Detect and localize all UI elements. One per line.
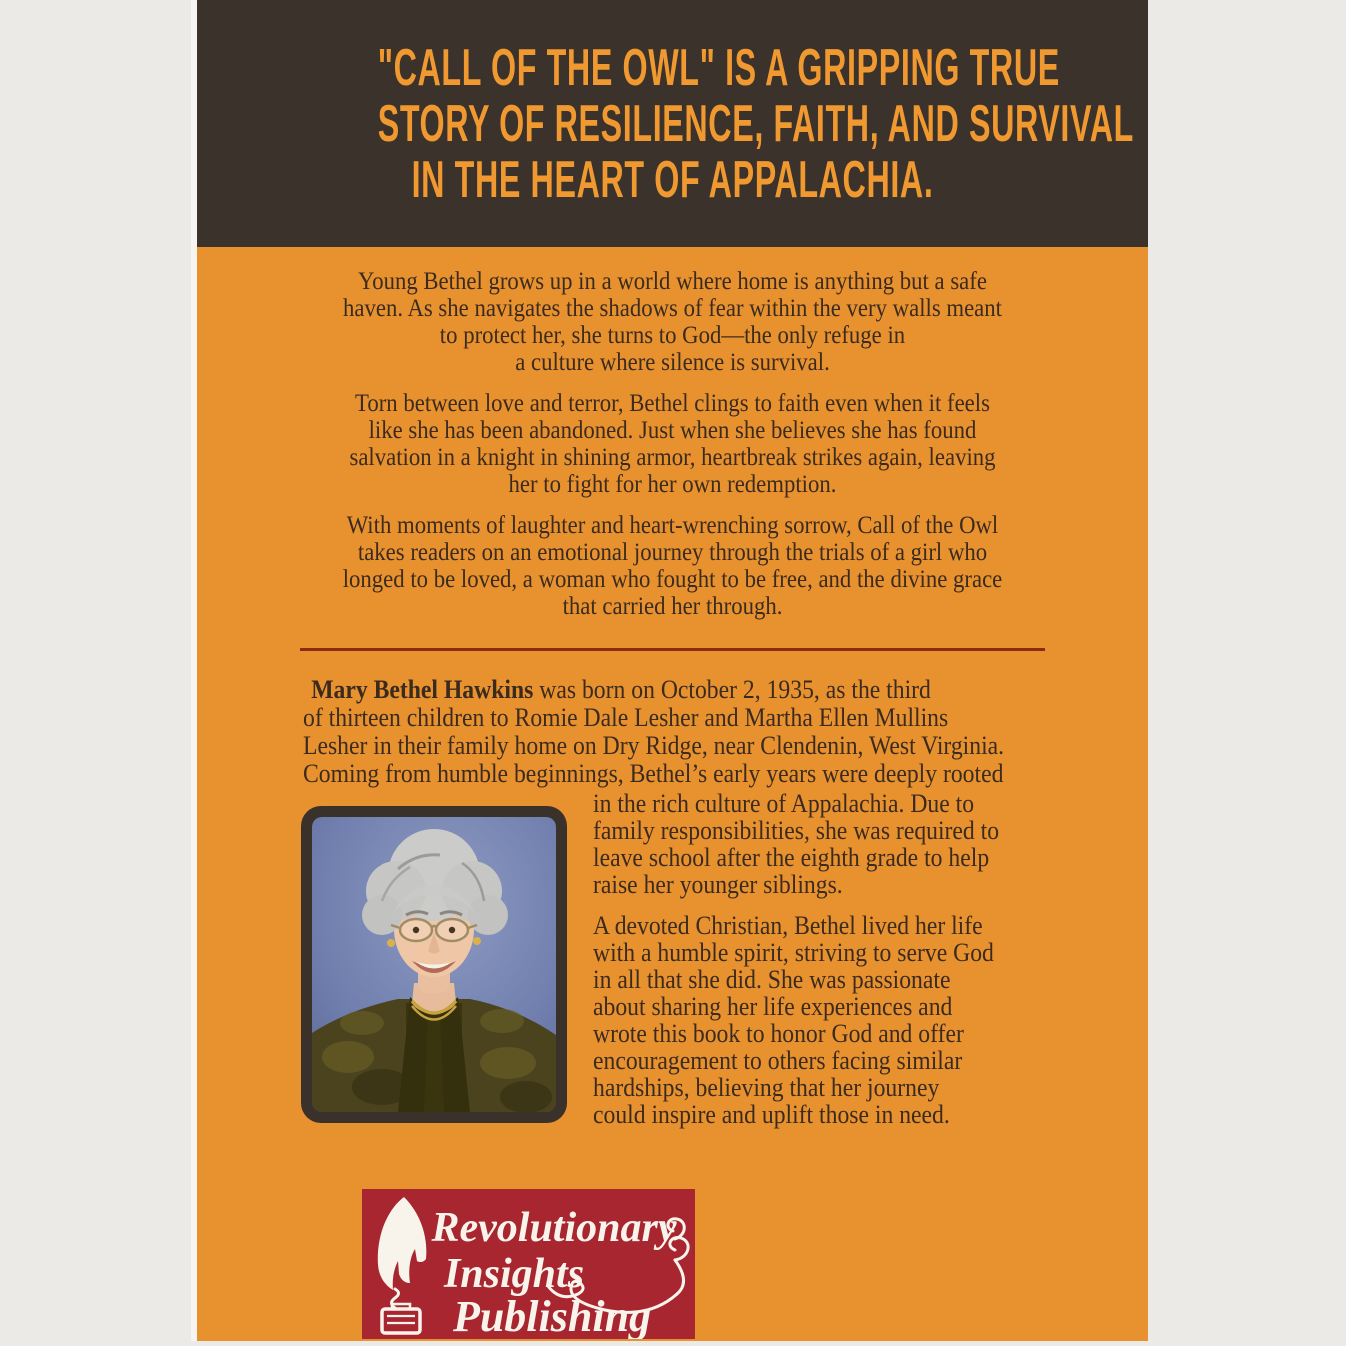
- bio-line: in the rich culture of Appalachia. Due to: [593, 789, 975, 818]
- synopsis-line: longed to be loved, a woman who fought to be free, and the divine grace: [342, 566, 1003, 593]
- synopsis: [197, 268, 1148, 634]
- synopsis-line: Torn between love and terror, Bethel clings to faith even when it feels: [355, 390, 990, 417]
- author-name: Mary Bethel Hawkins: [311, 675, 534, 704]
- bio-line: leave school after the eighth grade to help: [593, 843, 990, 872]
- publisher-logo: [362, 1189, 695, 1339]
- tagline-band: [197, 0, 1148, 247]
- bio-line: [303, 676, 1013, 704]
- bio-line: Lesher in their family home on Dry Ridge, near Clendenin, West Virginia.: [303, 731, 1005, 760]
- author-bio-intro: [303, 676, 1083, 788]
- bio-line: family responsibilities, she was required to: [593, 816, 1000, 845]
- synopsis-line: haven. As she navigates the shadows of fear within the very walls meant: [343, 295, 1002, 322]
- bio-line: A devoted Christian, Bethel lived her life: [593, 911, 983, 940]
- synopsis-line: her to fight for her own redemption.: [508, 471, 837, 498]
- synopsis-line: that carried her through.: [562, 593, 783, 620]
- bio-line: about sharing her life experiences and: [593, 992, 953, 1021]
- bio-line: hardships, believing that her journey: [593, 1073, 940, 1102]
- bio-line: encouragement to others facing similar: [593, 1046, 963, 1075]
- bio-line: could inspire and uplift those in need.: [593, 1100, 950, 1129]
- tagline-line: "CALL OF THE OWL" IS A GRIPPING TRUE: [377, 39, 1060, 97]
- quill-pen-icon: [378, 1197, 427, 1308]
- tagline-line: STORY OF RESILIENCE, FAITH, AND SURVIVAL: [377, 95, 1134, 153]
- synopsis-line: takes readers on an emotional journey through the trials of a girl who: [357, 539, 988, 566]
- publisher-name-line2: Insights: [443, 1251, 585, 1297]
- synopsis-paragraph-3: [197, 512, 1148, 620]
- publisher-logo-art: [362, 1189, 695, 1339]
- publisher-name-line1: Revolutionary: [431, 1205, 677, 1251]
- section-divider: [300, 648, 1045, 651]
- synopsis-paragraph-1: [197, 268, 1148, 376]
- bio-line: with a humble spirit, striving to serve God: [593, 938, 994, 967]
- synopsis-line: With moments of laughter and heart-wrenching sorrow, Call of the Owl: [346, 512, 999, 539]
- bio-line: raise her younger siblings.: [593, 870, 843, 899]
- tagline: [197, 0, 1148, 208]
- author-bio-column: [593, 790, 1113, 1128]
- bio-line: in all that she did. She was passionate: [593, 965, 951, 994]
- author-portrait-illustration: [312, 817, 556, 1112]
- publisher-name-line3: Publishing: [452, 1292, 652, 1339]
- synopsis-paragraph-2: [197, 390, 1148, 498]
- bio-line-rest: was born on October 2, 1935, as the third: [533, 675, 931, 704]
- bio-line: wrote this book to honor God and offer: [593, 1019, 964, 1048]
- synopsis-line: salvation in a knight in shining armor, heartbreak strikes again, leaving: [349, 444, 996, 471]
- author-photo: [312, 817, 556, 1112]
- synopsis-line: to protect her, she turns to God—the only refuge in: [439, 322, 906, 349]
- synopsis-line: a culture where silence is survival.: [515, 349, 830, 376]
- synopsis-line: Young Bethel grows up in a world where home is anything but a safe: [358, 268, 987, 295]
- author-photo-frame: [301, 806, 567, 1123]
- bio-line: of thirteen children to Romie Dale Lesher and Martha Ellen Mullins: [303, 703, 949, 732]
- book-back-cover: [197, 0, 1148, 1341]
- bio-line: Coming from humble beginnings, Bethel’s early years were deeply rooted: [303, 759, 1004, 788]
- bio-column-paragraph-2: [593, 912, 1113, 1128]
- bio-column-paragraph-1: [593, 790, 1113, 898]
- tagline-line: IN THE HEART OF APPALACHIA.: [411, 151, 934, 209]
- synopsis-line: like she has been abandoned. Just when she believes she has found: [368, 417, 977, 444]
- inkwell-icon: [382, 1304, 420, 1333]
